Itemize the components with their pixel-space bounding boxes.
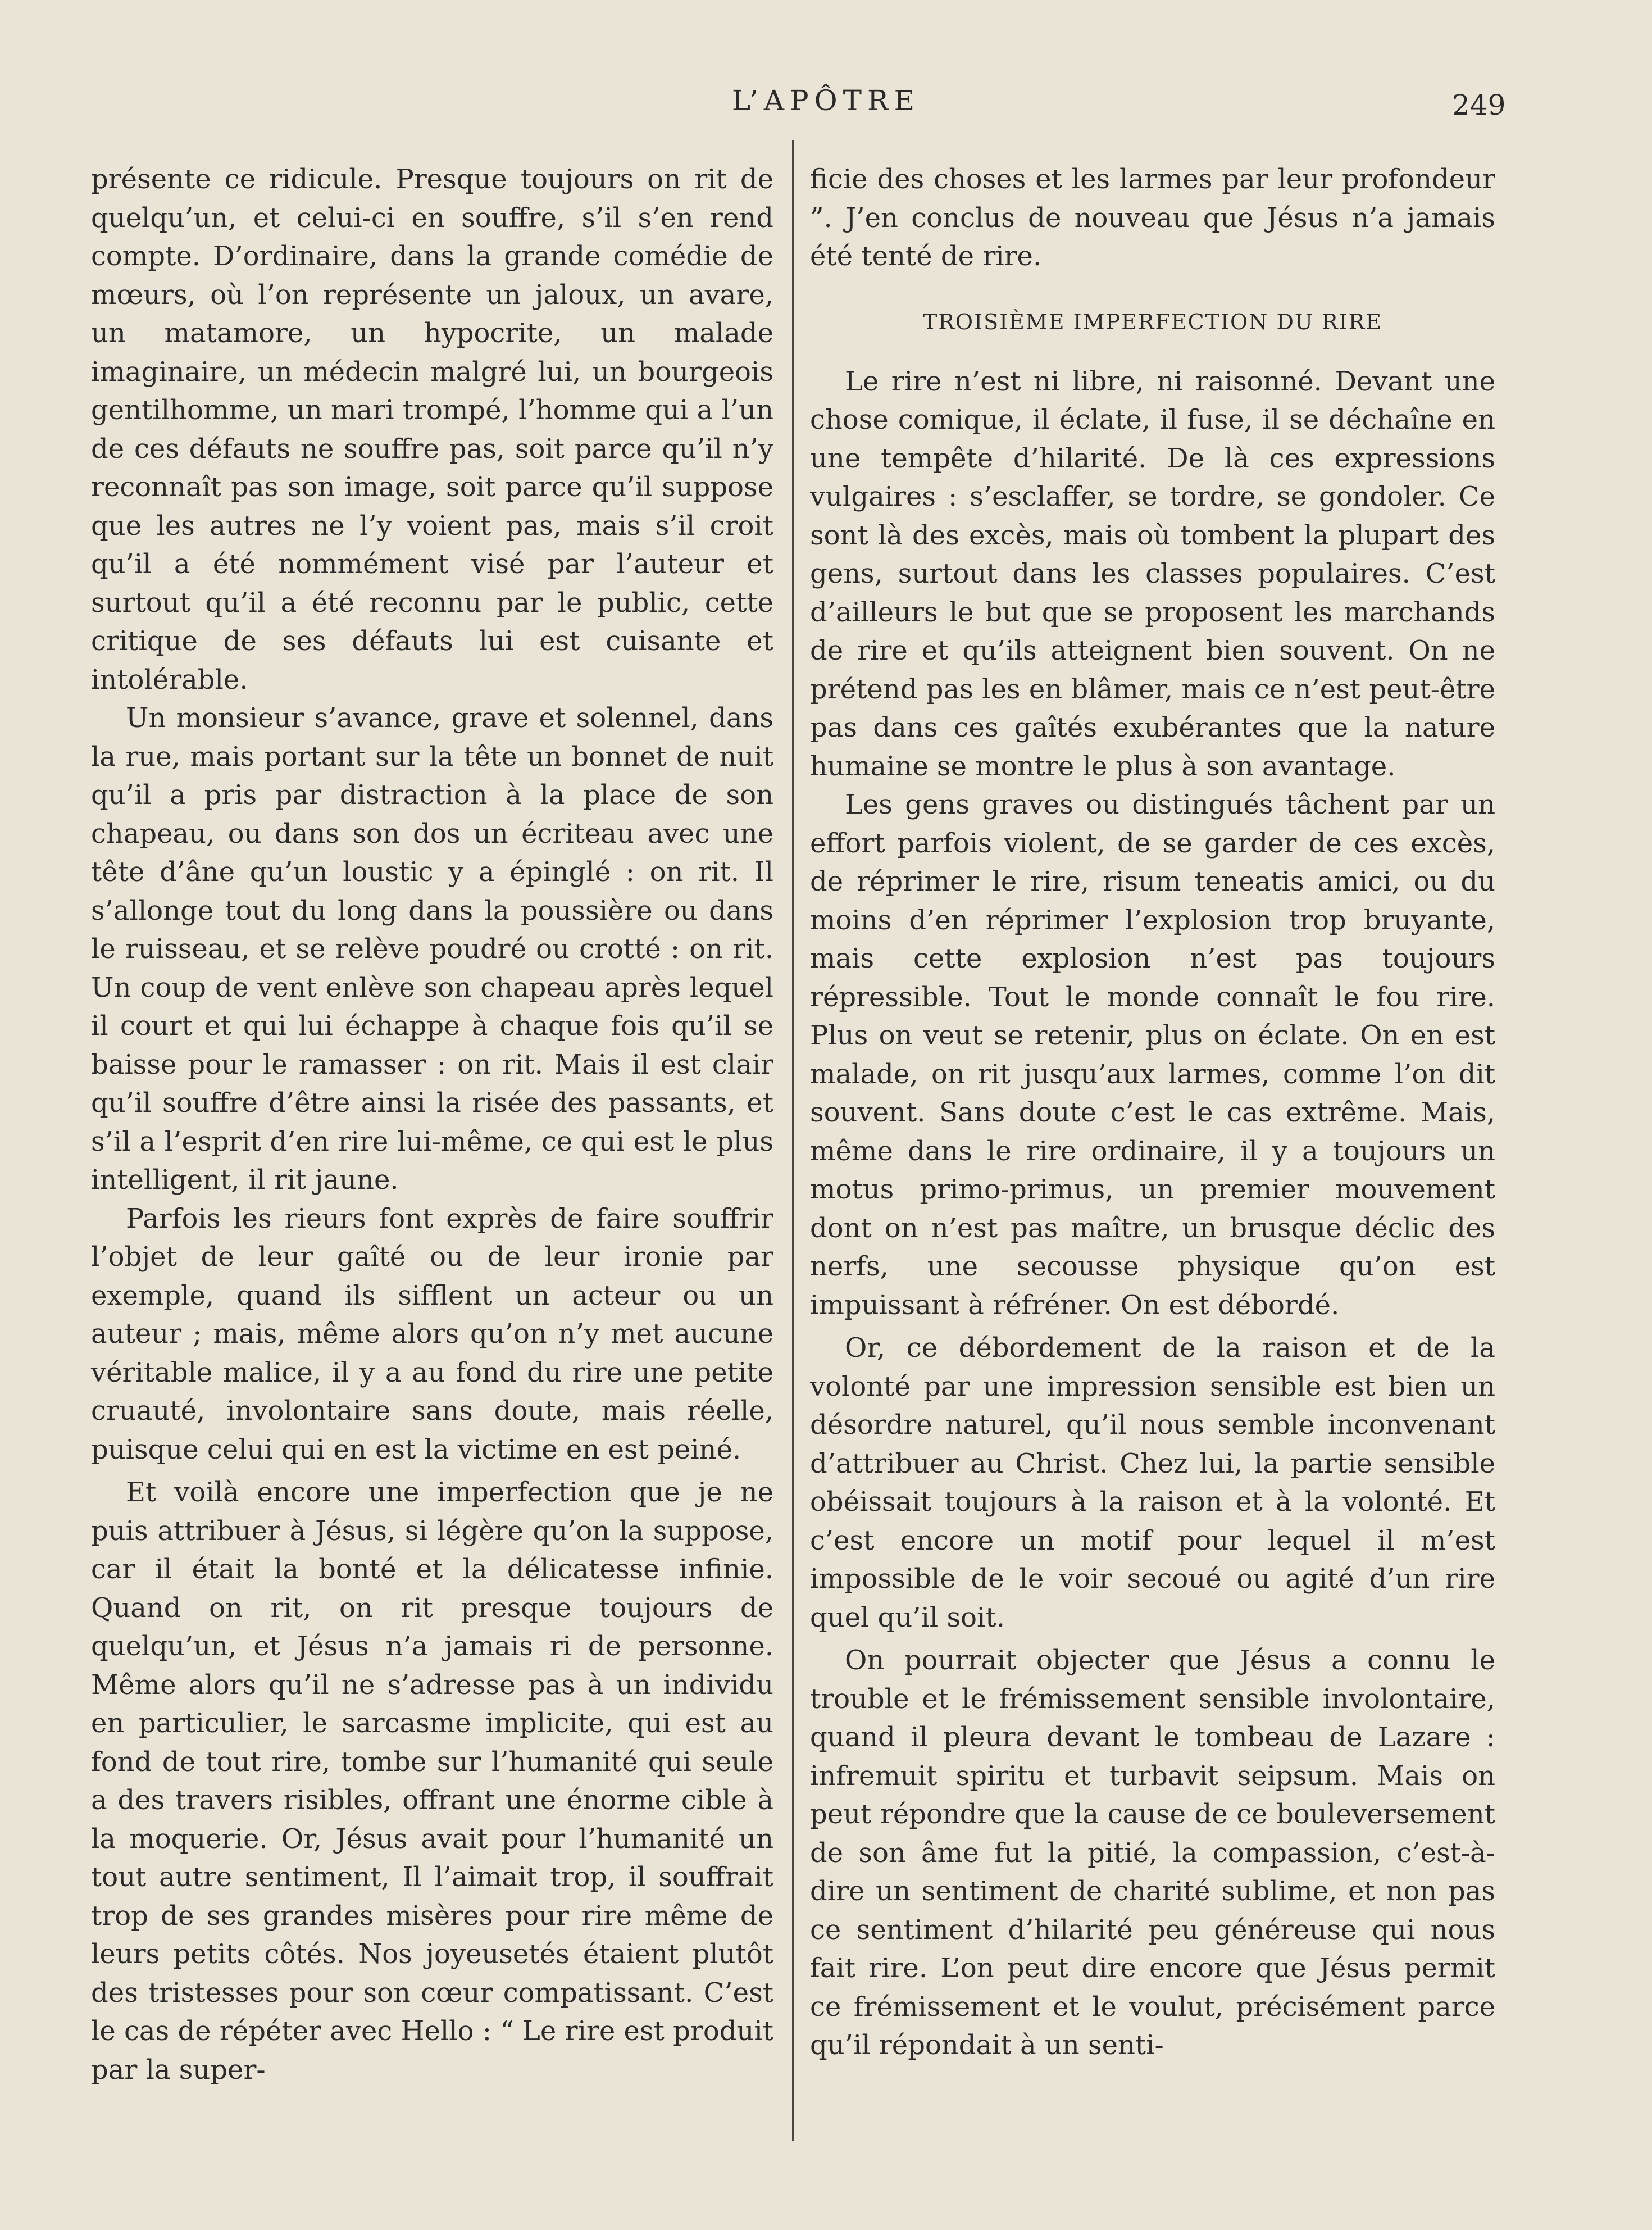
paragraph: Le rire n’est ni libre, ni raisonné. Devant une chose comique, il éclate, il fuse, il se déchaîne en une tempête d’hilarité. De là ces expressions vulgaires : s’esclaffer, se tordre, se gondoler. Ce sont là des excès, mais où tombent la plupart des gens, surtout dans les classes populaires. C’est d’ailleurs le but que se proposent les marchands de rire et qu’ils atteignent bien souvent. On ne prétend pas les en blâmer, mais ce n’est peut-être pas dans ces gaîtés exubérantes que la nature humaine se montre le plus à son avantage. (810, 365, 1495, 782)
right-column (810, 160, 1495, 2065)
page-number: 249 (1452, 89, 1506, 121)
paragraph: On pourrait objecter que Jésus a connu le trouble et le frémissement sensible involontaire, quand il pleura devant le tombeau de Lazare : infremuit spiritu et turbavit seipsum. Mais on peut répondre que la cause de ce bouleversement de son âme fut la pitié, la compassion, c’est-à-dire un sentiment de charité sublime, et non pas ce sentiment d’hilarité peu généreuse qui nous fait rire. L’on peut dire encore que Jésus permit ce frémissement et le voulut, précisément parce qu’il répondait à un senti- (810, 1645, 1495, 2061)
paragraph: Or, ce débordement de la raison et de la volonté par une impression sensible est bien un désordre naturel, qu’il nous semble inconvenant d’attribuer au Christ. Chez lui, la partie sensible obéissait toujours à la raison et à la volonté. Et c’est encore un motif pour lequel il m’est impossible de le voir secoué ou agité d’un rire quel qu’il soit. (810, 1332, 1495, 1633)
paragraph: Parfois les rieurs font exprès de faire souffrir l’objet de leur gaîté ou de leur ironie par exemple, quand ils sifflent un acteur ou un auteur ; mais, même alors qu’on n’y met aucune véritable malice, il y a au fond du rire une petite cruauté, involontaire sans doute, mais réelle, puisque celui qui en est la victime en est peiné. (91, 1202, 773, 1465)
paragraph: Et voilà encore une imperfection que je ne puis attribuer à Jésus, si légère qu’on la suppose, car il était la bonté et la délicatesse infinie. Quand on rit, on rit presque toujours de quelqu’un, et Jésus n’a jamais ri de personne. Même alors qu’il ne s’adresse pas à un individu en particulier, le sarcasme implicite, qui est au fond de tout rire, tombe sur l’humanité qui seule a des travers risibles, offrant une énorme cible à la moquerie. Or, Jésus avait pour l’humanité un tout autre sentiment, Il l’aimait trop, il souffrait trop de ses grandes misères pour rire même de leurs petits côtés. Nos joyeusetés étaient plutôt des tristesses pour son cœur compatissant. C’est le cas de répéter avec Hello : “ Le rire est produit par la super- (91, 1477, 773, 2086)
column-divider (792, 140, 794, 2141)
running-title: L’APÔTRE (731, 84, 921, 117)
paragraph: présente ce ridicule. Presque toujours on rit de quelqu’un, et celui-ci en souffre, s’il s’en rend compte. D’ordinaire, dans la grande comédie de mœurs, où l’on représente un jaloux, un avare, un matamore, un hypocrite, un malade imaginaire, un médecin malgré lui, un bourgeois gentilhomme, un mari trompé, l’homme qui a l’un de ces défauts ne souffre pas, soit parce qu’il n’y reconnaît pas son image, soit parce qu’il suppose que les autres ne l’y voient pas, mais s’il croit qu’il a été nommément visé par l’auteur et surtout qu’il a été reconnu par le public, cette critique de ses défauts lui est cuisante et intolérable. (91, 163, 773, 696)
left-column (91, 160, 773, 2089)
section-heading: TROISIÈME IMPERFECTION DU RIRE (922, 309, 1383, 334)
paragraph: Les gens graves ou distingués tâchent par un effort parfois violent, de se garder de ces excès, de réprimer le rire, risum teneatis amici, ou du moins d’en réprimer l’explosion trop bruyante, mais cette explosion n’est pas toujours répressible. Tout le monde connaît le fou rire. Plus on veut se retenir, plus on éclate. On en est malade, on rit jusqu’aux larmes, comme l’on dit souvent. Sans doute c’est le cas extrême. Mais, même dans le rire ordinaire, il y a toujours un motus primo-primus, un premier mouvement dont on n’est pas maître, un brusque déclic des nerfs, une secousse physique qu’on est impuissant à réfréner. On est débordé. (810, 789, 1495, 1321)
paragraph: Un monsieur s’avance, grave et solennel, dans la rue, mais portant sur la tête un bonnet de nuit qu’il a pris par distraction à la place de son chapeau, ou dans son dos un écriteau avec une tête d’âne qu’un loustic y a épinglé : on rit. Il s’allonge tout du long dans la poussière ou dans le ruisseau, et se relève poudré ou crotté : on rit. Un coup de vent enlève son chapeau après lequel il court et qui lui échappe à chaque fois qu’il se baisse pour le ramasser : on rit. Mais il est clair qu’il souffre d’être ainsi la risée des passants, et s’il a l’esprit d’en rire lui-même, ce qui est le plus intelligent, il rit jaune. (91, 702, 773, 1196)
paragraph: ficie des choses et les larmes par leur profondeur ”. J’en conclus de nouveau que Jésus n’a jamais été tenté de rire. (810, 163, 1495, 272)
